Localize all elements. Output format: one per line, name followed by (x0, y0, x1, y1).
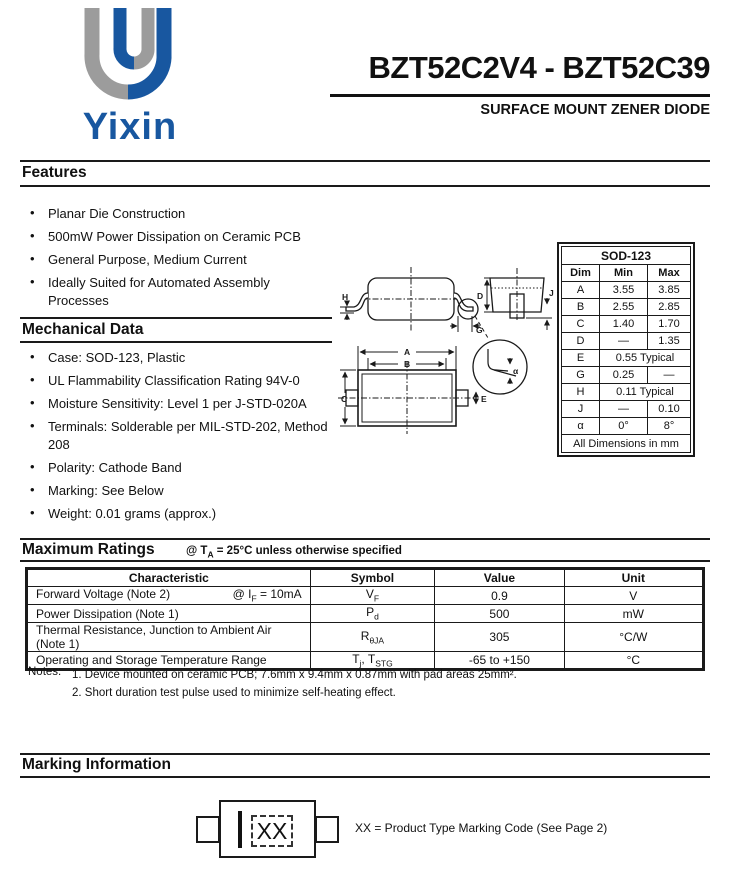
list-item: • Planar Die Construction (30, 205, 186, 221)
marking-description: XX = Product Type Marking Code (See Page 2) (355, 821, 608, 835)
cathode-band (238, 811, 242, 848)
ratings-rule-top (20, 538, 710, 540)
bullet-icon: • (30, 395, 35, 410)
marking-rule-top (20, 753, 710, 755)
bullet-icon: • (30, 505, 35, 520)
brand-name: Yixin (82, 106, 178, 148)
features-list (28, 205, 330, 315)
sod123-dimension-table (557, 242, 695, 457)
yixin-logo-icon (78, 8, 184, 108)
package-outline-diagram (338, 252, 556, 438)
dim-label-h: H (342, 292, 349, 302)
sod123-title: SOD-123 (562, 247, 691, 265)
note-line: 2. Short duration test pulse used to minimize self-heating effect. (72, 687, 396, 699)
maximum-ratings-table (25, 567, 705, 671)
list-item: • Moisture Sensitivity: Level 1 per J-STD-020A (30, 395, 307, 411)
page-subtitle: SURFACE MOUNT ZENER DIODE (480, 102, 710, 118)
mechanical-heading: Mechanical Data (22, 321, 144, 338)
list-item: • Polarity: Cathode Band (30, 459, 182, 475)
table-row: α 0° 8° (562, 418, 691, 435)
features-heading: Features (22, 164, 87, 181)
column-header: Max (648, 265, 691, 282)
features-rule-bottom (20, 185, 710, 187)
column-header: Dim (562, 265, 600, 282)
list-item: • Case: SOD-123, Plastic (30, 349, 186, 365)
bullet-icon: • (30, 482, 35, 497)
bullet-icon: • (30, 418, 35, 433)
dim-label-e: E (481, 394, 487, 404)
marking-left-lead (196, 816, 220, 843)
list-item: • 500mW Power Dissipation on Ceramic PCB (30, 228, 301, 244)
bullet-icon: • (30, 274, 35, 289)
page-title: BZT52C2V4 - BZT52C39 (368, 50, 710, 85)
list-item: • Ideally Suited for Automated Assembly Processes (30, 274, 270, 308)
table-row: A 3.55 3.85 (562, 282, 691, 299)
table-row: B 2.55 2.85 (562, 299, 691, 316)
column-header: Symbol (310, 569, 435, 587)
table-row: Thermal Resistance, Junction to Ambient Air (Note 1) $R_{\theta JA}$ 305 °C/W (27, 623, 704, 652)
ratings-condition: @ $T_A = 25^\circ C$ unless otherwise specified (186, 545, 402, 560)
dim-label-d: D (477, 291, 484, 301)
mechanical-rule-bottom (20, 341, 332, 343)
marking-code-box: XX (251, 815, 293, 847)
column-header: Characteristic (27, 569, 311, 587)
list-item: • General Purpose, Medium Current (30, 251, 247, 267)
bullet-icon: • (30, 349, 35, 364)
bullet-icon: • (30, 228, 35, 243)
column-header: Min (600, 265, 648, 282)
table-row: Forward Voltage (Note 2) @ $I_F = 10mA$ $V_F$ 0.9 V (27, 587, 704, 605)
table-row: Power Dissipation (Note 1) $P_d$ 500 mW (27, 605, 704, 623)
ratings-rule-bottom (20, 560, 710, 562)
marking-heading: Marking Information (22, 756, 171, 773)
table-row: D — 1.35 (562, 333, 691, 350)
dim-label-j: J (549, 288, 554, 298)
marking-right-lead (315, 816, 339, 843)
dim-label-c: C (341, 394, 348, 404)
table-row: J — 0.10 (562, 401, 691, 418)
mechanical-rule-top (20, 317, 332, 319)
sod123-footer: All Dimensions in mm (562, 435, 691, 453)
column-header: Value (435, 569, 564, 587)
ratings-heading: Maximum Ratings (22, 541, 155, 558)
bullet-icon: • (30, 205, 35, 220)
dim-label-a: A (404, 347, 411, 357)
table-row: G 0.25 — (562, 367, 691, 384)
table-row: C 1.40 1.70 (562, 316, 691, 333)
column-header: Unit (564, 569, 703, 587)
bullet-icon: • (30, 251, 35, 266)
title-divider (330, 94, 710, 97)
list-item: • UL Flammability Classification Rating 94V-0 (30, 372, 300, 388)
bullet-icon: • (30, 459, 35, 474)
notes-label: Notes: (28, 666, 62, 678)
mechanical-list (28, 349, 330, 528)
list-item: • Terminals: Solderable per MIL-STD-202, Method 208 (30, 418, 328, 452)
dim-label-alpha: α (513, 366, 519, 376)
table-row: E 0.55 Typical (562, 350, 691, 367)
table-row: Operating and Storage Temperature Range $T_j$, $T_{STG}$ -65 to +150 °C (27, 652, 704, 670)
bullet-icon: • (30, 372, 35, 387)
list-item: • Weight: 0.01 grams (approx.) (30, 505, 217, 521)
note-line: 1. Device mounted on ceramic PCB; 7.6mm x 9.4mm x 0.87mm with pad areas 25mm². (72, 669, 517, 681)
notes-text (72, 666, 517, 702)
table-row: H 0.11 Typical (562, 384, 691, 401)
dim-label-b: B (404, 359, 411, 369)
features-rule-top (20, 160, 710, 162)
marking-rule-bottom (20, 776, 710, 778)
list-item: • Marking: See Below (30, 482, 164, 498)
dim-label-g: G (476, 325, 483, 335)
